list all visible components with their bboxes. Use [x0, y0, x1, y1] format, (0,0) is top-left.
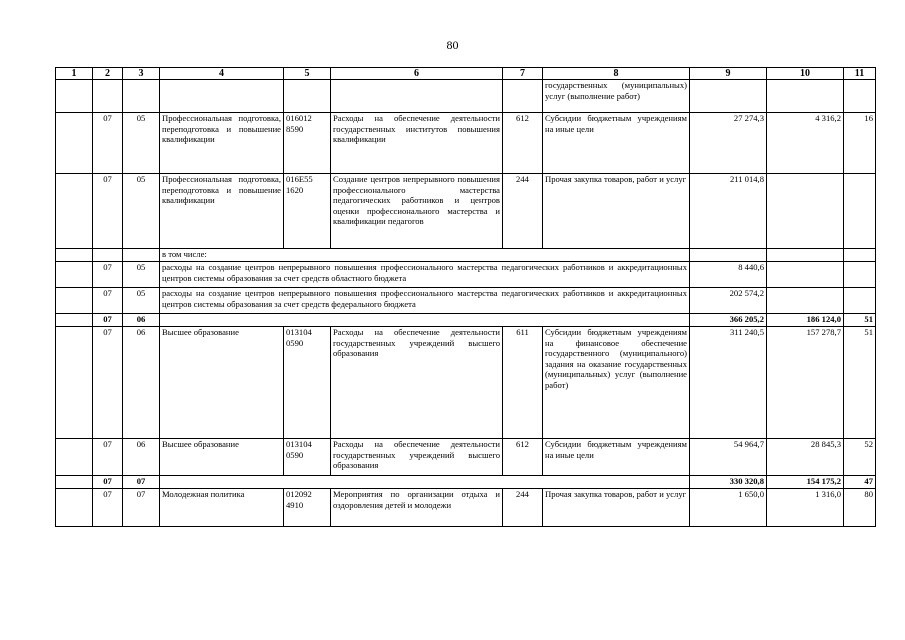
header-cell: 3: [123, 68, 160, 80]
percent-cell: 51: [844, 327, 876, 439]
section-cell: 07: [93, 489, 123, 527]
amount-cell: 8 440,6: [690, 262, 767, 288]
budget-table: [55, 67, 876, 527]
expense-type-cell: Субсидии бюджетным учреждениям на иные цели: [543, 113, 690, 174]
section-cell: 07: [93, 314, 123, 327]
purpose-cell: Создание центров непрерывного повышения профессионального мастерства педагогических работников и центров оценки профессионального мастерства и квалификации педагогов: [331, 174, 503, 249]
section-cell: 07: [93, 327, 123, 439]
page-number: 80: [446, 38, 459, 52]
executed-cell: 4 316,2: [767, 113, 844, 174]
subsection-cell: 06: [123, 439, 160, 476]
subsection-cell: 05: [123, 288, 160, 314]
amount-cell: 1 650,0: [690, 489, 767, 527]
expense-code-cell: 612: [503, 113, 543, 174]
section-name-cell: Молодежная политика: [160, 489, 284, 527]
subsection-cell: 07: [123, 489, 160, 527]
expense-type-cell: Прочая закупка товаров, работ и услуг: [543, 174, 690, 249]
executed-cell: 154 175,2: [767, 476, 844, 489]
header-cell: 11: [844, 68, 876, 80]
table-row: [56, 249, 876, 262]
section-name-cell: Профессиональная подготовка, переподготовка и повышение квалификации: [160, 174, 284, 249]
subsection-cell: 06: [123, 314, 160, 327]
percent-cell: 16: [844, 113, 876, 174]
executed-cell: 28 845,3: [767, 439, 844, 476]
executed-cell: 186 124,0: [767, 314, 844, 327]
table-row: [56, 262, 876, 288]
section-name-cell: Высшее образование: [160, 439, 284, 476]
expense-code-cell: 611: [503, 327, 543, 439]
amount-cell: 211 014,8: [690, 174, 767, 249]
amount-cell: 366 205,2: [690, 314, 767, 327]
table-row: [56, 439, 876, 476]
executed-cell: 157 278,7: [767, 327, 844, 439]
section-cell: 07: [93, 262, 123, 288]
table-row: [56, 174, 876, 249]
target-article-cell: 013104 0590: [284, 327, 331, 439]
percent-cell: 51: [844, 314, 876, 327]
section-name-cell: Профессиональная подготовка, переподготовка и повышение квалификации: [160, 113, 284, 174]
section-cell: 07: [93, 174, 123, 249]
section-cell: 07: [93, 439, 123, 476]
in-total-label: в том числе:: [160, 249, 690, 262]
expense-code-cell: 244: [503, 489, 543, 527]
table-row: [56, 113, 876, 174]
header-cell: 8: [543, 68, 690, 80]
expense-type-cell: Субсидии бюджетным учреждениям на иные цели: [543, 439, 690, 476]
header-cell: 9: [690, 68, 767, 80]
table-row: [56, 327, 876, 439]
purpose-cell: Расходы на обеспечение деятельности государственных учреждений высшего образования: [331, 439, 503, 476]
amount-cell: 311 240,5: [690, 327, 767, 439]
amount-cell: 330 320,8: [690, 476, 767, 489]
percent-cell: 80: [844, 489, 876, 527]
target-article-cell: 012092 4910: [284, 489, 331, 527]
subsection-cell: 05: [123, 174, 160, 249]
target-article-cell: 013104 0590: [284, 439, 331, 476]
header-row: [56, 68, 876, 80]
expense-type-cell: государственных (муниципальных) услуг (выполнение работ): [543, 80, 690, 113]
subtotal-row: [56, 314, 876, 327]
section-cell: 07: [93, 288, 123, 314]
expense-type-cell: Субсидии бюджетным учреждениям на финансовое обеспечение государственного (муниципального) задания на оказание государственных (муниципальных) услуг (выполнение работ): [543, 327, 690, 439]
subsection-cell: 06: [123, 327, 160, 439]
purpose-cell: Мероприятия по организации отдыха и оздоровления детей и молодежи: [331, 489, 503, 527]
executed-cell: [767, 174, 844, 249]
percent-cell: 52: [844, 439, 876, 476]
subtotal-row: [56, 476, 876, 489]
subsection-cell: 07: [123, 476, 160, 489]
header-cell: 10: [767, 68, 844, 80]
purpose-cell: Расходы на обеспечение деятельности государственных институтов повышения квалификации: [331, 113, 503, 174]
header-cell: 6: [331, 68, 503, 80]
amount-cell: 54 964,7: [690, 439, 767, 476]
header-cell: 2: [93, 68, 123, 80]
header-cell: 4: [160, 68, 284, 80]
header-cell: 5: [284, 68, 331, 80]
expense-code-cell: 612: [503, 439, 543, 476]
header-cell: 7: [503, 68, 543, 80]
header-cell: 1: [56, 68, 93, 80]
table-row: [56, 288, 876, 314]
subsection-cell: 05: [123, 113, 160, 174]
section-name-cell: Высшее образование: [160, 327, 284, 439]
executed-cell: 1 316,0: [767, 489, 844, 527]
amount-cell: 202 574,2: [690, 288, 767, 314]
expense-code-cell: 244: [503, 174, 543, 249]
section-cell: 07: [93, 113, 123, 174]
purpose-cell: Расходы на обеспечение деятельности государственных учреждений высшего образования: [331, 327, 503, 439]
detail-text-cell: расходы на создание центров непрерывного повышения профессионального мастерства педагогических работников и аккредитационных центров системы образования за счет средств федерального бюджета: [160, 288, 690, 314]
detail-text-cell: расходы на создание центров непрерывного повышения профессионального мастерства педагогических работников и аккредитационных центров системы образования за счет средств областного бюджета: [160, 262, 690, 288]
percent-cell: 47: [844, 476, 876, 489]
amount-cell: 27 274,3: [690, 113, 767, 174]
section-cell: 07: [93, 476, 123, 489]
expense-type-cell: Прочая закупка товаров, работ и услуг: [543, 489, 690, 527]
subsection-cell: 05: [123, 262, 160, 288]
percent-cell: [844, 174, 876, 249]
table-row: [56, 80, 876, 113]
target-article-cell: 016E55 1620: [284, 174, 331, 249]
target-article-cell: 016012 8590: [284, 113, 331, 174]
table-row: [56, 489, 876, 527]
